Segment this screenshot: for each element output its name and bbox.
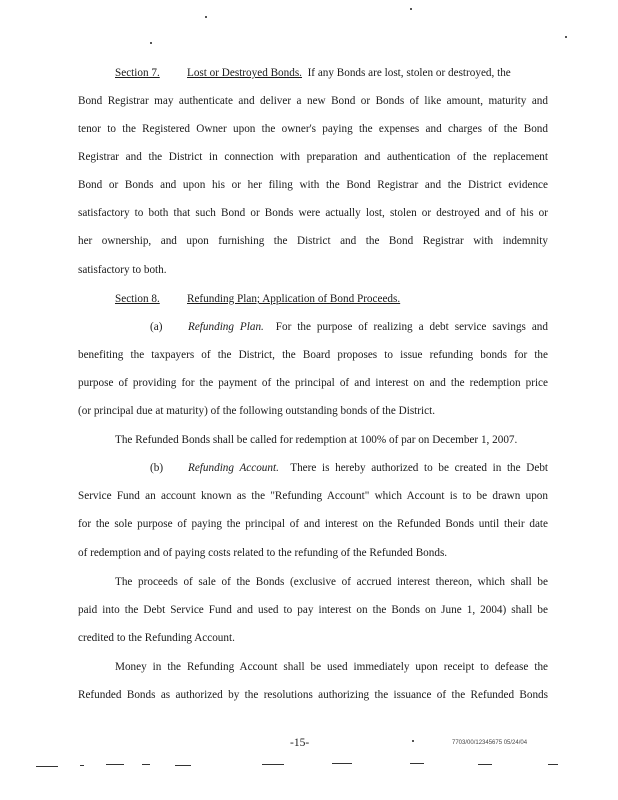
subsection-a-label: (a) [150,321,163,333]
paragraph-line: paid into the Debt Service Fund and used to pay interest on the Bonds on June 1, 2004) shall be [78,604,548,616]
scan-speck [410,8,412,10]
section-8-heading-line [115,292,548,306]
paragraph-line: The proceeds of sale of the Bonds (exclusive of accrued interest thereon, which shall be [115,576,548,588]
section-7-text: If any Bonds are lost, stolen or destroyed, the [307,67,511,79]
paragraph-line: benefiting the taxpayers of the District, the Board proposes to issue refunding bonds for the [78,349,548,361]
scan-speck [205,16,207,18]
scan-dash [175,765,191,766]
paragraph-line: of redemption and of paying costs related to the refunding of the Refunded Bonds. [78,547,448,559]
paragraph-line: Bond Registrar may authenticate and deliver a new Bond or Bonds of like amount, maturity and [78,95,548,107]
paragraph-line: Registrar and the District in connection with preparation and authentication of the replacement [78,151,548,163]
scan-dash [80,765,84,766]
section-8-title: Refunding Plan; Application of Bond Proceeds. [187,293,401,305]
paragraph-line: satisfactory to both. [78,264,167,276]
subsection-b-line [150,461,548,475]
section-8-label: Section 8. [115,293,160,305]
subsection-a-line [150,320,548,334]
paragraph-line: Bond or Bonds and upon his or her filing with the Bond Registrar and the District evidence [78,179,548,191]
paragraph-line: Refunded Bonds as authorized by the resolutions authorizing the issuance of the Refunded Bonds [78,689,548,701]
paragraph-line: credited to the Refunding Account. [78,632,235,644]
subsection-a-title: Refunding Plan. [188,321,264,333]
subsection-b-text: There is hereby authorized to be created in the Debt [290,462,549,474]
paragraph-line: Service Fund an account known as the "Refunding Account" which Account is to be drawn upon [78,490,548,502]
paragraph-line: (or principal due at maturity) of the following outstanding bonds of the District. [78,405,435,417]
paragraph-line: tenor to the Registered Owner upon the owner's paying the expenses and charges of the Bond [78,123,548,135]
paragraph-line: satisfactory to both that such Bond or Bonds were actually lost, stolen or destroyed and of his or [78,207,548,219]
paragraph-line: The Refunded Bonds shall be called for redemption at 100% of par on December 1, 2007. [115,434,518,446]
scan-dash [262,764,284,765]
scan-dash [106,764,124,765]
scan-speck [565,36,567,38]
section-7-heading-line [115,66,548,80]
page-number: -15- [290,737,310,749]
section-7-title: Lost or Destroyed Bonds. [187,67,302,79]
paragraph-line: Money in the Refunding Account shall be used immediately upon receipt to defease the [115,661,548,673]
scan-speck [150,42,152,44]
paragraph-line: for the sole purpose of paying the principal of and interest on the Refunded Bonds until their date [78,518,548,530]
scan-dash [548,764,558,765]
subsection-b-title: Refunding Account. [188,462,279,474]
scan-dash [410,763,424,764]
paragraph-line: purpose of providing for the payment of the principal of and interest on and the redemption price [78,377,548,389]
scan-dash [36,766,58,767]
scan-dash [142,764,150,765]
document-id: 7703/00/12345675 05/24/04 [452,740,528,746]
scan-speck [412,740,414,742]
scan-dash [332,763,352,764]
paragraph-line: her ownership, and upon furnishing the District and the Bond Registrar with indemnity [78,235,548,247]
section-7-label: Section 7. [115,67,160,79]
scan-dash [478,764,492,765]
subsection-b-label: (b) [150,462,164,474]
subsection-a-text: For the purpose of realizing a debt service savings and [275,321,548,333]
